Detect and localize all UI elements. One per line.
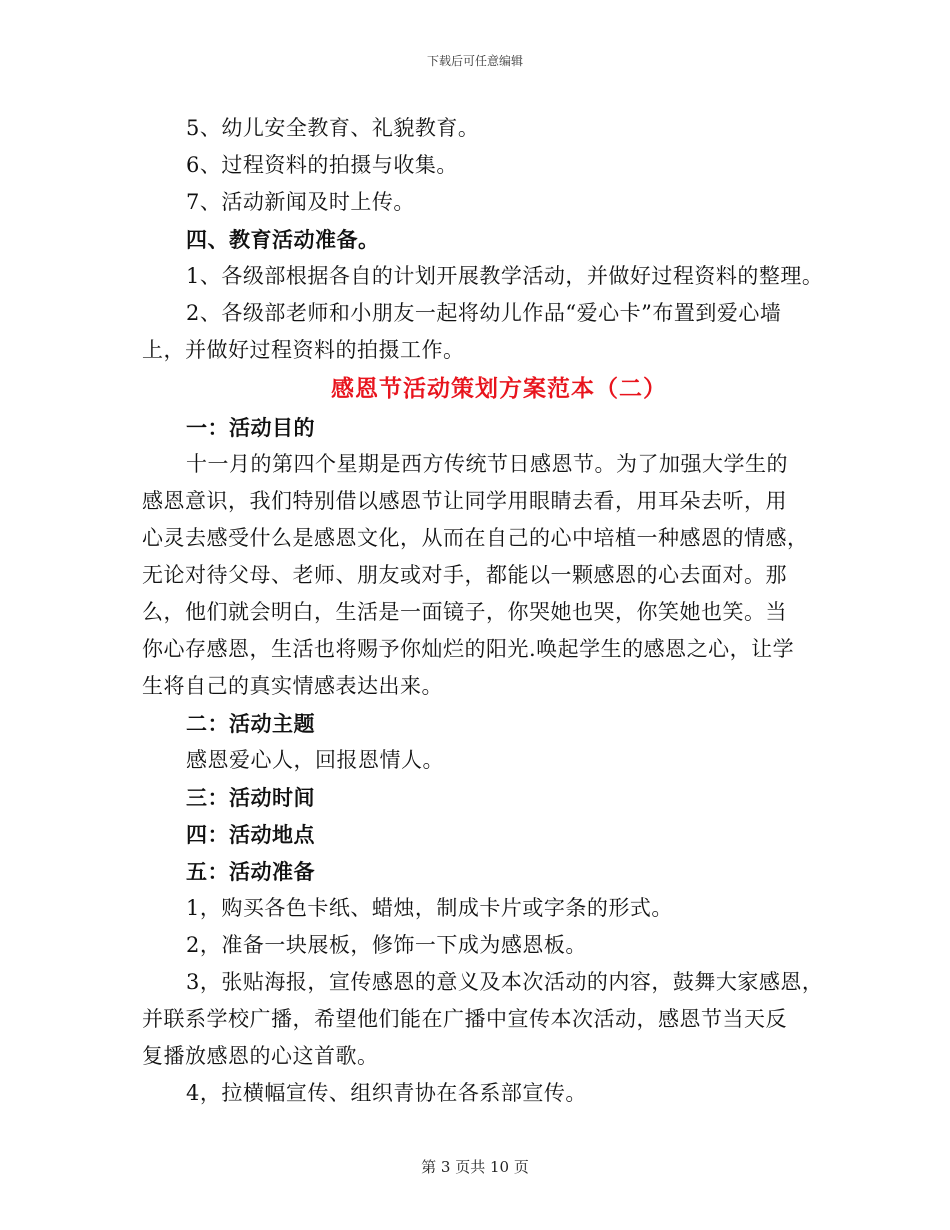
paragraph-line: 2、各级部老师和小朋友一起将幼儿作品“爱心卡”布置到爱心墙 [186, 301, 782, 325]
paragraph-line: 并联系学校广播，希望他们能在广播中宣传本次活动，感恩节当天反 [142, 1007, 787, 1031]
paragraph-line: 么，他们就会明白，生活是一面镜子，你哭她也哭，你笑她也笑。当 [142, 600, 787, 624]
list-item: 5、幼儿安全教育、礼貌教育。 [186, 116, 480, 140]
paragraph-line: 心灵去感受什么是感恩文化，从而在自己的心中培植一种感恩的情感， [142, 526, 809, 550]
list-item: 1，购买各色卡纸、蜡烛，制成卡片或字条的形式。 [186, 896, 673, 920]
paragraph-line: 感恩爱心人，回报恩情人。 [186, 748, 444, 772]
subheading: 二：活动主题 [186, 711, 315, 736]
list-item: 4，拉横幅宣传、组织青协在各系部宣传。 [186, 1081, 587, 1105]
document-body [142, 110, 824, 1112]
paragraph-line: 你心存感恩，生活也将赐予你灿烂的阳光.唤起学生的感恩之心，让学 [142, 637, 795, 661]
section-heading: 四、教育活动准备。 [186, 227, 380, 252]
paragraph-line: 复播放感恩的心这首歌。 [142, 1044, 379, 1068]
paragraph-line: 生将自己的真实情感表达出来。 [142, 674, 443, 698]
paragraph-line: 十一月的第四个星期是西方传统节日感恩节。为了加强大学生的 [186, 452, 788, 476]
subheading: 三：活动时间 [186, 785, 315, 810]
paragraph-line: 1、各级部根据各自的计划开展教学活动，并做好过程资料的整理。 [186, 264, 824, 288]
paragraph-line: 感恩意识，我们特别借以感恩节让同学用眼睛去看，用耳朵去听，用 [142, 489, 787, 513]
page-footer: 第 3 页共 10 页 [421, 1158, 529, 1176]
list-item: 7、活动新闻及时上传。 [186, 190, 415, 214]
list-item: 3，张贴海报，宣传感恩的意义及本次活动的内容，鼓舞大家感恩， [186, 970, 824, 994]
subheading: 五：活动准备 [186, 859, 315, 884]
page-header: 下载后可任意编辑 [426, 54, 523, 68]
list-item: 2，准备一块展板，修饰一下成为感恩板。 [186, 933, 587, 957]
section-title: 感恩节活动策划方案范本（二） [331, 375, 667, 402]
paragraph-line: 上，并做好过程资料的拍摄工作。 [142, 338, 465, 362]
subheading: 一：活动目的 [186, 415, 315, 440]
list-item: 6、过程资料的拍摄与收集。 [186, 153, 458, 177]
subheading: 四：活动地点 [186, 822, 315, 847]
paragraph-line: 无论对待父母、老师、朋友或对手，都能以一颗感恩的心去面对。那 [142, 563, 787, 587]
